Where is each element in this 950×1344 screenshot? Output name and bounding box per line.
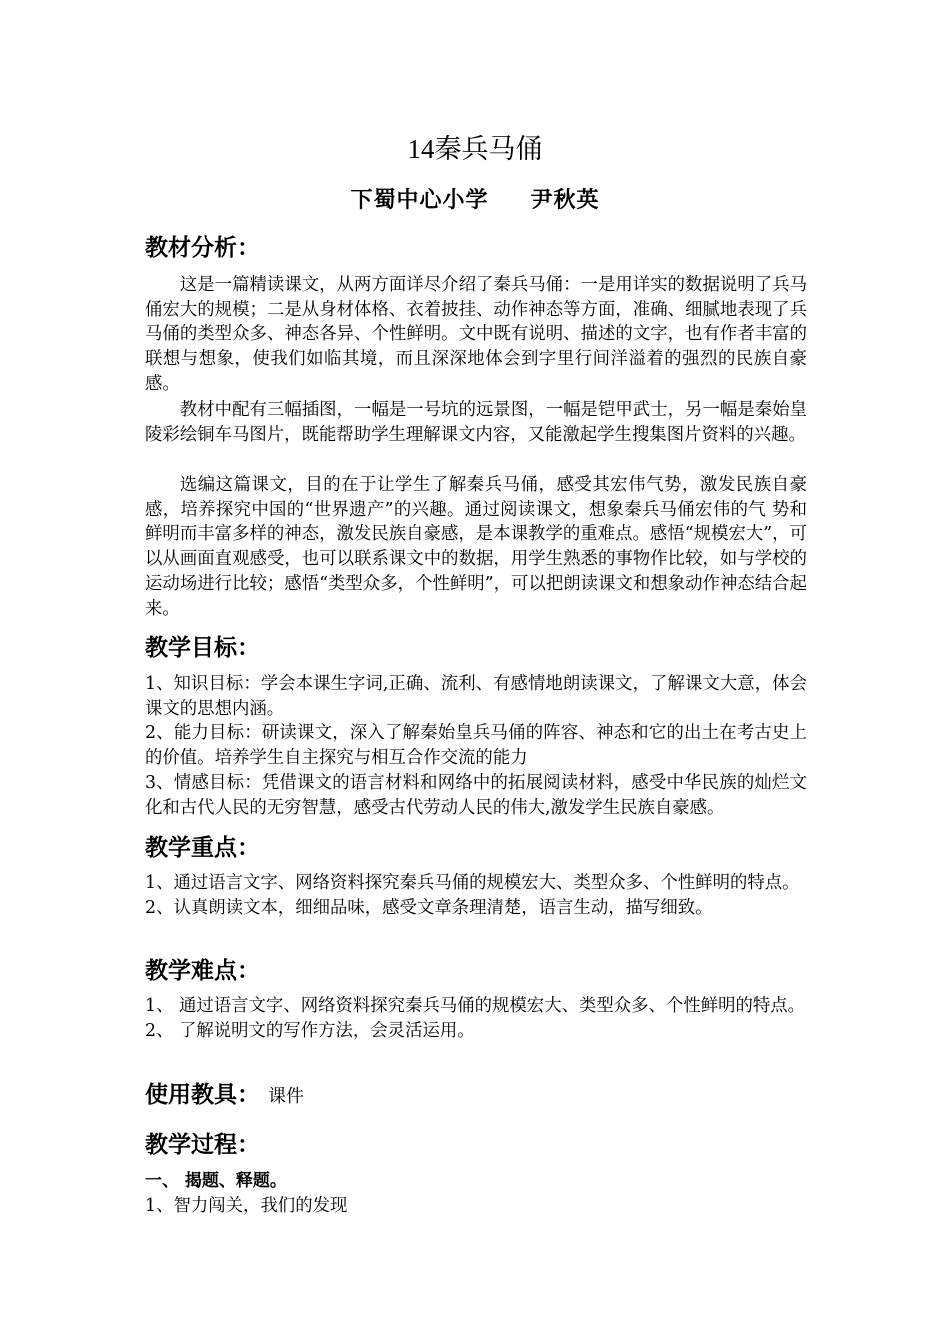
difficulties-list bbox=[145, 994, 807, 1043]
analysis-paragraph-3: 选编这篇课文，目的在于让学生了解秦兵马俑，感受其宏伟气势，激发民族自豪感，培养探究中国的“世界遗产”的兴趣。通过阅读课文，想象秦兵马俑宏伟的气 势和鲜明而丰富多样的神态，激发民族自豪感，是本课教学的重难点。感悟“规模宏大”，可以从画面直观感受，也可以联系课文中的数据，用学生熟悉的事物作比较，如与学校的运动场进行比较；感悟“类型众多，个性鲜明”，可以把朗读课文和想象动作神态结合起来。 bbox=[145, 475, 807, 619]
author-school: 下蜀中心小学 bbox=[350, 187, 489, 213]
author-line bbox=[0, 184, 950, 216]
analysis-paragraph-2: 教材中配有三幅插图，一幅是一号坑的远景图，一幅是铠甲武士，另一幅是秦始皇陵彩绘铜车马图片，既能帮助学生理解课文内容，又能激起学生搜集图片资料的兴趣。 bbox=[145, 400, 807, 445]
author-teacher: 尹秋英 bbox=[530, 187, 600, 213]
difficulty-item: 1、 通过语言文字、网络资料探究秦兵马俑的规模宏大、类型众多、个性鲜明的特点。 bbox=[145, 996, 806, 1016]
heading-analysis: 教材分析： bbox=[145, 235, 260, 261]
process-step-1-item-1: 1、智力闯关，我们的发现 bbox=[145, 1196, 348, 1216]
page-title: 14秦兵马俑 bbox=[407, 134, 543, 164]
key-point-item: 2、认真朗读文本，细细品味，感受文章条理清楚，语言生动，描写细致。 bbox=[145, 897, 713, 918]
heading-process: 教学过程： bbox=[145, 1132, 260, 1158]
analysis-paragraph-1: 这是一篇精读课文，从两方面详尽介绍了秦兵马俑：一是用详实的数据说明了兵马俑宏大的规模；二是从身材体格、衣着披挂、动作神态等方面，准确、细腻地表现了兵马俑的类型众多、神态各异、个性鲜明。文中既有说明、描述的文字，也有作者丰富的联想与想象，使我们如临其境，而且深深地体会到字里行间洋溢着的强烈的民族自豪感。 bbox=[145, 275, 807, 394]
key-point-item: 1、通过语言文字、网络资料探究秦兵马俑的规模宏大、类型众多、个性鲜明的特点。 bbox=[145, 873, 800, 893]
heading-key-points: 教学重点： bbox=[145, 835, 260, 861]
goal-item-knowledge: 1、知识目标：学会本课生字词,正确、流利、有感情地朗读课文，了解课文大意，体会课文的思想内涵。 bbox=[145, 674, 807, 719]
tools-label: 使用教具： bbox=[145, 1082, 260, 1108]
goal-item-ability: 2、能力目标：研读课文，深入了解秦始皇兵马俑的阵容、神态和它的出土在考古史上的价值。培养学生自主探究与相互合作交流的能力 bbox=[145, 723, 807, 769]
heading-difficulties: 教学难点： bbox=[145, 958, 260, 984]
tools-value: 课件 bbox=[268, 1086, 304, 1107]
heading-goals: 教学目标： bbox=[145, 635, 260, 661]
goal-item-emotion: 3、情感目标：凭借课文的语言材料和网络中的拓展阅读材料，感受中华民族的灿烂文化和古代人民的无穷智慧，感受古代劳动人民的伟大,激发学生民族自豪感。 bbox=[145, 772, 807, 818]
key-points-list bbox=[145, 871, 807, 920]
heading-tools bbox=[145, 1080, 304, 1112]
goals-list bbox=[145, 672, 807, 820]
process-step-1: 一、 揭题、释题。 bbox=[145, 1171, 287, 1191]
difficulty-item: 2、 了解说明文的写作方法，会灵活运用。 bbox=[145, 1020, 475, 1041]
